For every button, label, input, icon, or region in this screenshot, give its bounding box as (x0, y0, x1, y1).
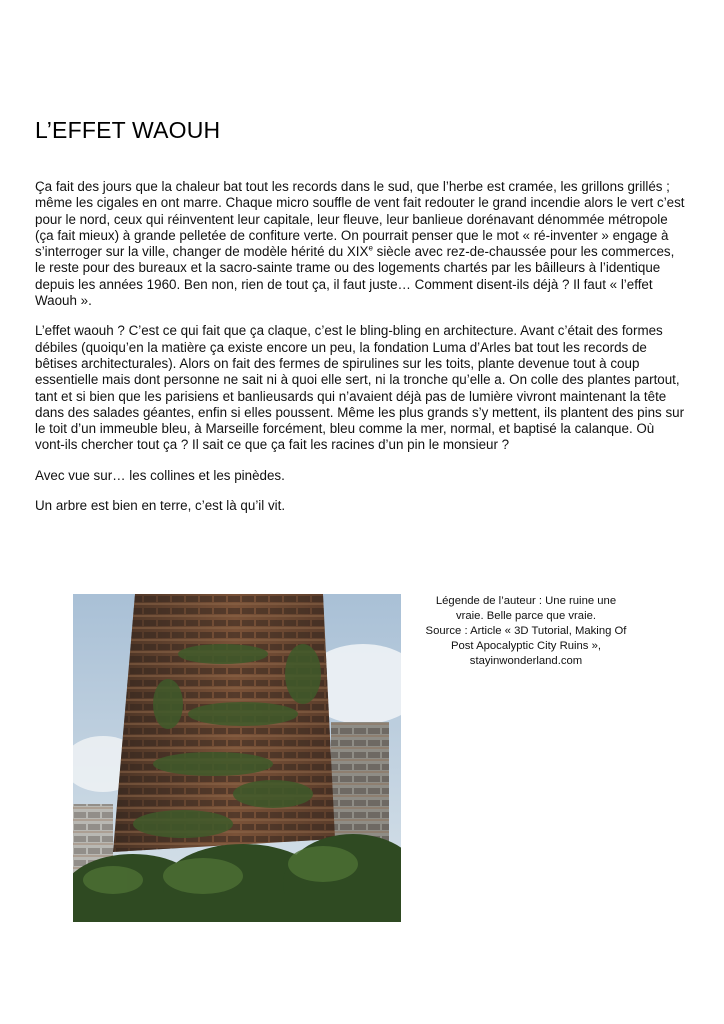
caption-line: Post Apocalyptic City Ruins », (450, 640, 602, 652)
paragraph-1 (35, 179, 687, 309)
image-caption (410, 594, 642, 669)
ruined-tower-illustration (73, 594, 401, 922)
caption-source-link: stayinwonderland.com (469, 655, 583, 667)
paragraph-3: Avec vue sur… les collines et les pinèdes. (35, 467, 285, 483)
ruined-tower-photo (73, 594, 401, 922)
paragraph-1-part-b: siècle avec rez-de-chaussée pour les commerces, le reste pour des bureaux et la sacro-sainte trame ou des logements chartés par les bâilleurs à l’identique depuis les années 1960. Ben non, rien de tout ça, il faut juste… Comment disent-ils déjà ? Il faut « l’effet Waouh ». (35, 244, 675, 309)
article-body (35, 179, 687, 528)
superscript-e: e (368, 243, 373, 253)
paragraph-4: Un arbre est bien en terre, c’est là qu’il vit. (35, 498, 286, 514)
caption-line: Source : Article « 3D Tutorial, Making Of (425, 625, 627, 637)
article-title: L’EFFET WAOUH (35, 117, 221, 143)
paragraph-2: L’effet waouh ? C’est ce qui fait que ça claque, c’est le bling-bling en architecture. Avant c’était des formes débiles (quoiqu’en la matière ça existe encore un peu, la fondation Luma d’Arles bat tout les records de bêtises architecturales). Alors on fait des fermes de spirulines sur les toits, plante devenue tout à coup essentielle mais dont personne ne sait ni à quoi elle sert, ni la tronche qu’elle a. On colle des plantes partout, tant et si bien que les parisiens et banlieusards qui n’avaient déjà pas de lumière vivront maintenant la tête dans des salades géantes, enfin si elles poussent. Même les plus grands s’y mettent, ils plantent des pins sur le toit d’un immeuble bleu, à Marseille forcément, bleu comme la mer, normal, et baptisé la calanque. Où vont-ils chercher tout ça ? Il sait ce que ça fait les racines d’un pin le monsieur ? (35, 323, 685, 453)
caption-line: vraie. Belle parce que vraie. (455, 610, 597, 622)
caption-line: Légende de l’auteur : Une ruine une (435, 595, 617, 607)
paragraph-1-part-a: Ça fait des jours que la chaleur bat tout les records dans le sud, que l’herbe est cramée, les grillons grillés ; même les cigales en ont marre. Chaque micro souffle de vent fait redouter le grand incendie alors le vert c’est pour le nord, ceux qui réinventent leur capitale, leur fleuve, leur banlieue dorénavant dénommée métropole (ça fait mieux) à grande pelletée de confiture verte. On pourrait penser que le mot « ré-inventer » engage à s’interroger sur la ville, changer de modèle hérité du XIX (35, 179, 685, 260)
